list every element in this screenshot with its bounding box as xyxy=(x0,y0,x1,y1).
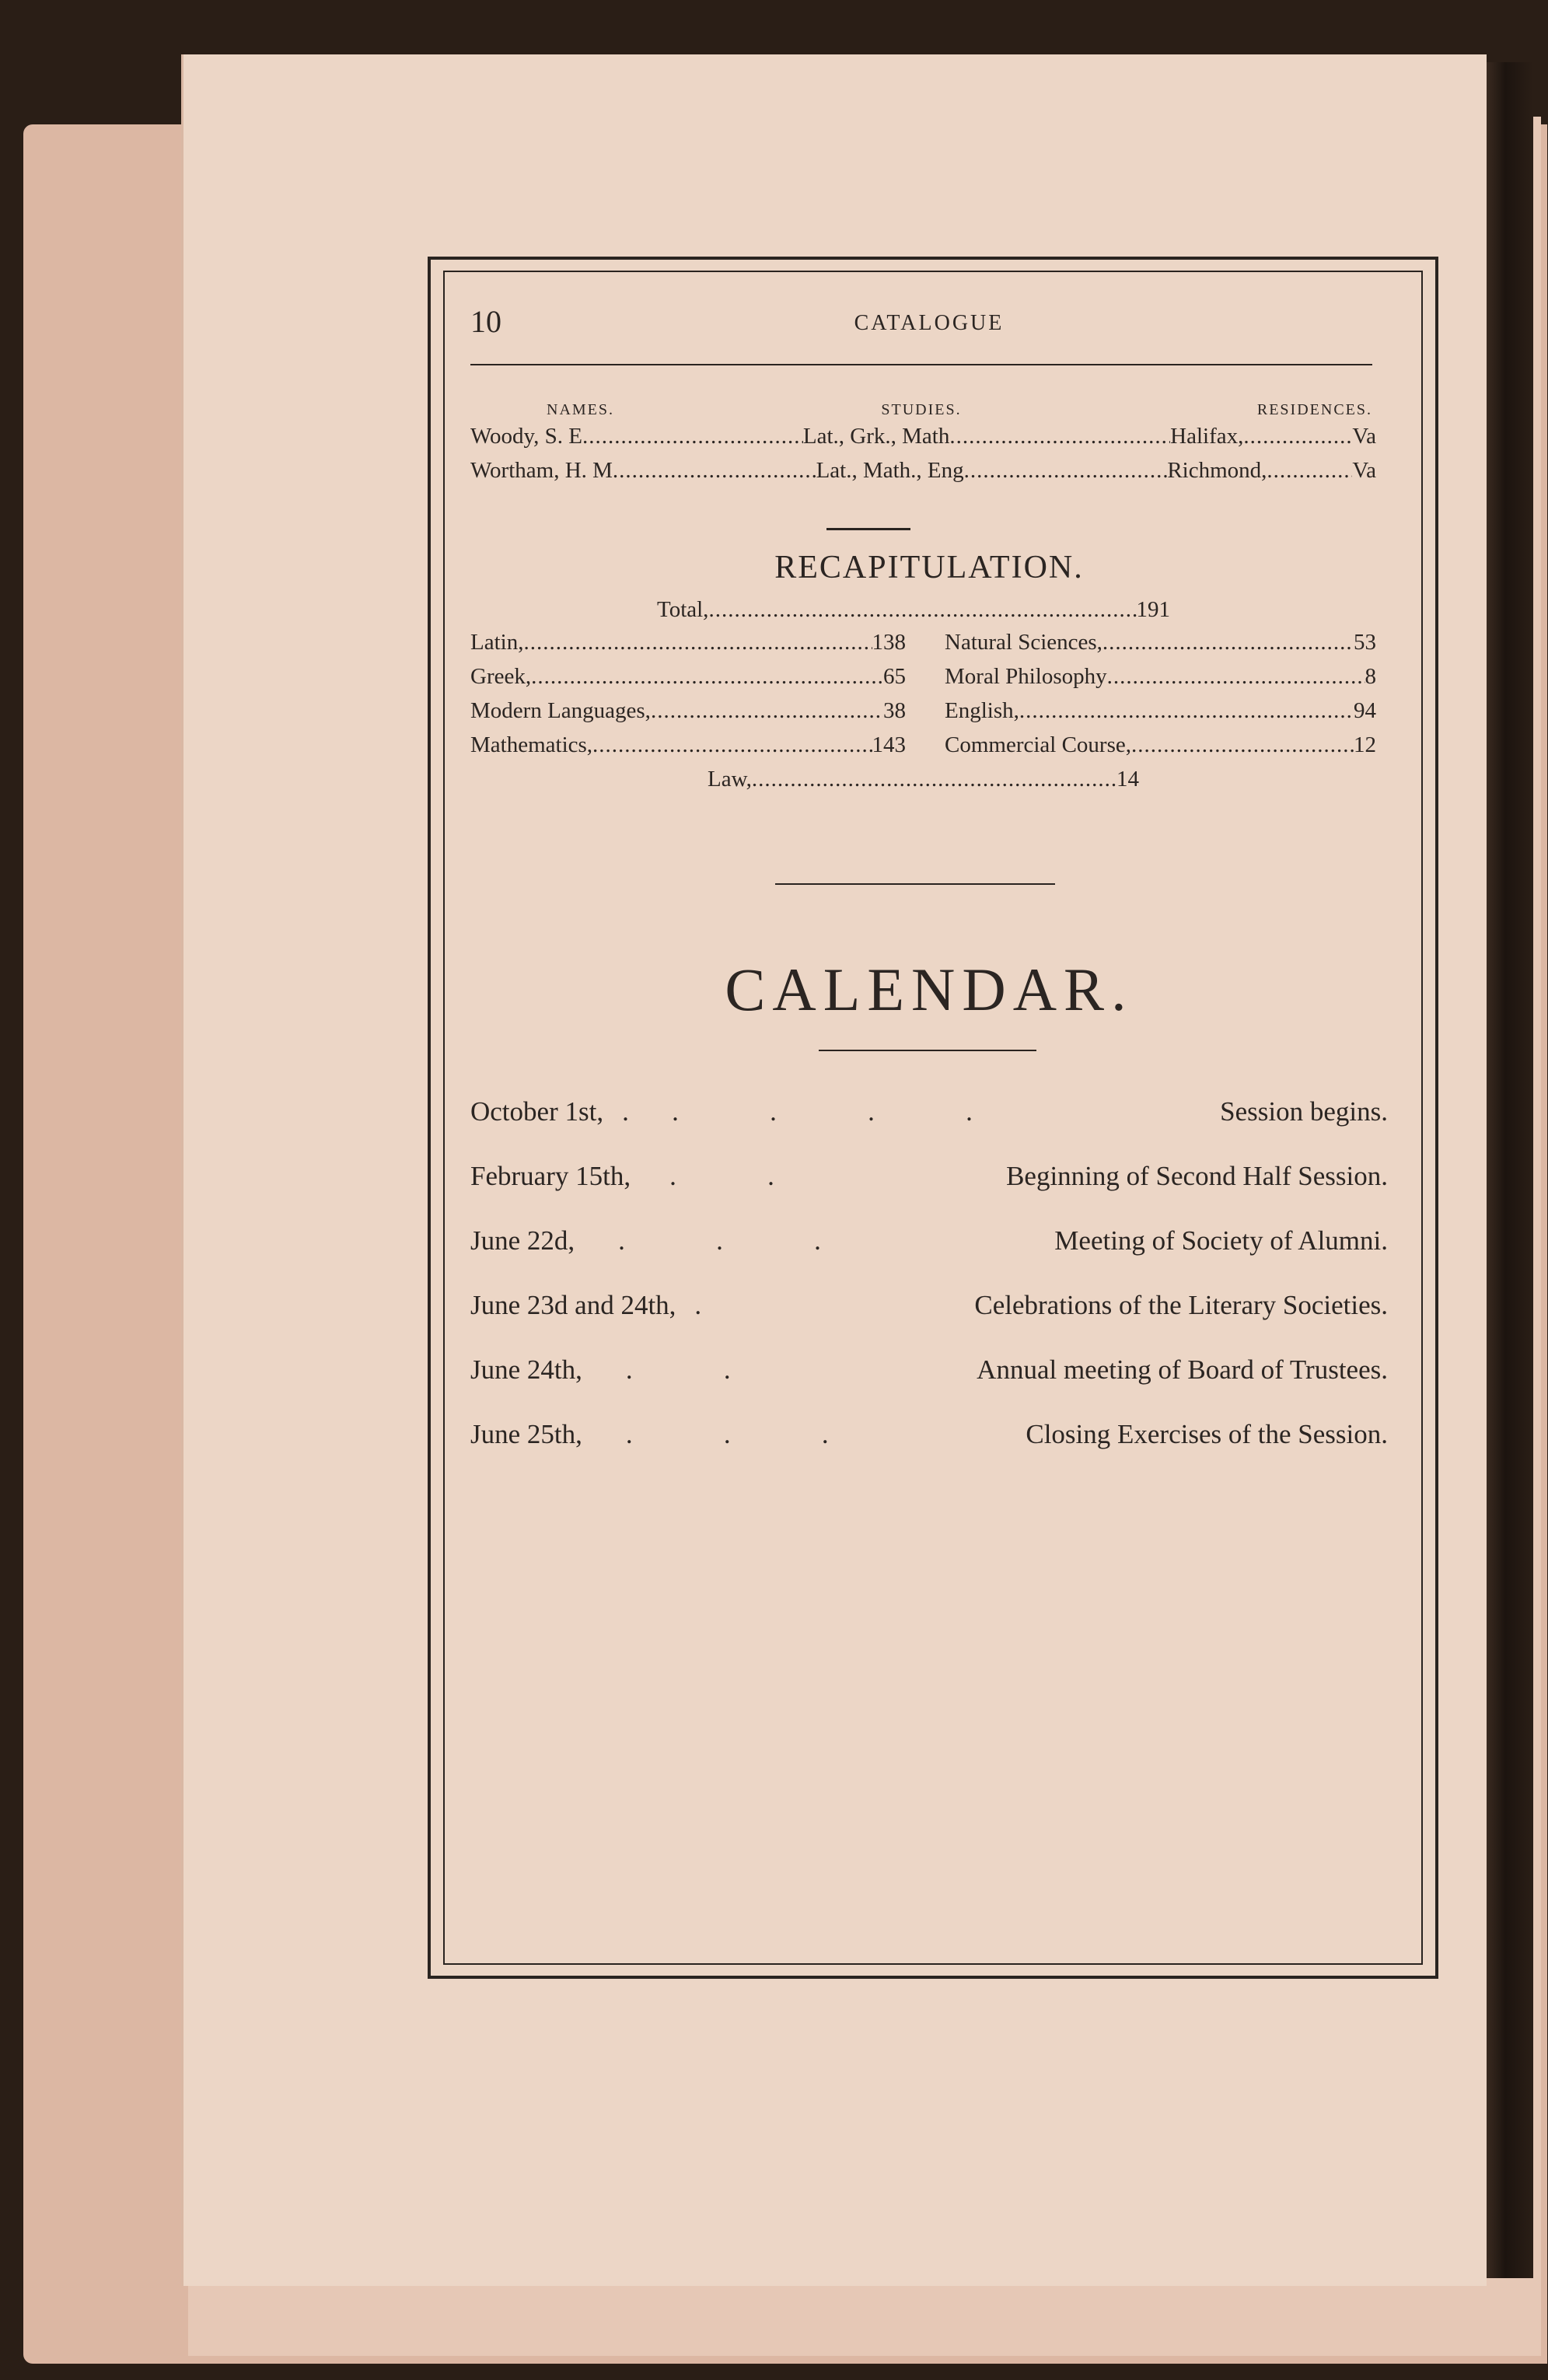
calendar-dots: . . . xyxy=(625,1419,829,1449)
column-header-names: NAMES. xyxy=(547,401,615,418)
student-row xyxy=(470,424,1376,453)
leader-dots xyxy=(531,664,883,690)
recap-value: 53 xyxy=(1354,630,1376,655)
leader-dots xyxy=(1107,664,1365,690)
student-studies: Lat., Grk., Math xyxy=(802,424,950,449)
running-title: CATALOGUE xyxy=(854,311,1005,335)
recap-label: Latin, xyxy=(470,630,524,655)
recap-total-row xyxy=(657,597,1170,630)
calendar-row xyxy=(470,1161,1388,1225)
recap-value: 138 xyxy=(872,630,906,655)
recap-value: 94 xyxy=(1354,698,1376,723)
calendar-event: Annual meeting of Board of Trustees. xyxy=(977,1354,1388,1385)
student-residence: Halifax, xyxy=(1170,424,1244,449)
recap-label: Greek, xyxy=(470,664,532,689)
leader-dots xyxy=(1019,698,1354,724)
student-name: Woody, S. E xyxy=(470,424,583,449)
calendar-row xyxy=(470,1290,1388,1354)
calendar-row xyxy=(470,1096,1388,1161)
recap-item xyxy=(470,698,906,732)
running-header xyxy=(470,303,1388,347)
calendar-date: June 22d, xyxy=(470,1225,575,1256)
calendar-date: June 25th, xyxy=(470,1419,582,1449)
recap-label: Modern Languages, xyxy=(470,698,651,723)
recap-law-value: 14 xyxy=(1116,767,1139,792)
student-state: Va xyxy=(1352,458,1377,483)
leader-dots xyxy=(1102,630,1354,655)
calendar-event: Session begins. xyxy=(1220,1096,1388,1127)
column-header-studies: STUDIES. xyxy=(881,401,962,418)
page-number: 10 xyxy=(470,304,501,339)
recap-grid xyxy=(470,630,1388,767)
recap-value: 12 xyxy=(1354,732,1376,757)
calendar-row xyxy=(470,1225,1388,1290)
section-divider xyxy=(826,528,910,530)
recap-label: English, xyxy=(945,698,1019,723)
calendar-row xyxy=(470,1419,1388,1484)
calendar-dots: . . . . . xyxy=(622,1096,973,1127)
leader-dots xyxy=(752,767,1116,792)
recap-item xyxy=(945,732,1376,767)
recap-label: Mathematics, xyxy=(470,732,593,757)
leader-dots xyxy=(651,698,883,724)
recap-item xyxy=(945,630,1376,664)
recap-label: Moral Philosophy xyxy=(945,664,1107,689)
recap-total-value: 191 xyxy=(1136,597,1170,622)
recap-item xyxy=(470,732,906,767)
column-header-residences: RESIDENCES. xyxy=(1256,401,1372,418)
student-column-headers xyxy=(470,401,1388,419)
student-residence: Richmond, xyxy=(1167,458,1267,483)
student-studies: Lat., Math., Eng xyxy=(816,458,964,483)
recap-label: Natural Sciences, xyxy=(945,630,1102,655)
leader-dots xyxy=(1243,424,1352,449)
recap-total-label: Total, xyxy=(657,597,709,622)
recap-label: Commercial Course, xyxy=(945,732,1132,757)
section-divider xyxy=(775,883,1055,885)
leader-dots xyxy=(592,732,872,758)
calendar-date: October 1st, xyxy=(470,1096,604,1127)
recap-left-column xyxy=(470,630,906,767)
recap-value: 65 xyxy=(883,664,906,689)
leader-dots xyxy=(613,458,816,484)
calendar-event: Meeting of Society of Alumni. xyxy=(1054,1225,1388,1256)
recap-item xyxy=(945,664,1376,698)
binding-shadow xyxy=(1487,62,1533,2278)
student-name: Wortham, H. M xyxy=(470,458,613,483)
recap-law-label: Law, xyxy=(708,767,752,792)
calendar-dots: . . . xyxy=(618,1225,821,1256)
recap-value: 143 xyxy=(872,732,906,757)
calendar-event: Closing Exercises of the Session. xyxy=(1026,1419,1388,1449)
calendar-list xyxy=(470,1096,1388,1484)
calendar-title: CALENDAR. xyxy=(725,956,1134,1023)
leader-dots xyxy=(523,630,872,655)
page-content xyxy=(470,303,1388,1484)
recapitulation-title: RECAPITULATION. xyxy=(774,550,1084,585)
recap-value: 38 xyxy=(883,698,906,723)
leader-dots xyxy=(949,424,1170,449)
leader-dots xyxy=(1267,458,1352,484)
calendar-event: Beginning of Second Half Session. xyxy=(1006,1161,1388,1191)
recap-law-row xyxy=(708,767,1139,799)
recap-value: 8 xyxy=(1365,664,1376,689)
student-state: Va xyxy=(1352,424,1376,449)
student-row xyxy=(470,458,1376,488)
calendar-event: Celebrations of the Literary Societies. xyxy=(974,1290,1388,1320)
leader-dots xyxy=(582,424,803,449)
recap-item xyxy=(470,630,906,664)
leader-dots xyxy=(1131,732,1354,758)
calendar-row xyxy=(470,1354,1388,1419)
calendar-date: February 15th, xyxy=(470,1161,631,1191)
leader-dots xyxy=(964,458,1168,484)
recap-item xyxy=(470,664,906,698)
calendar-dots: . xyxy=(694,1290,702,1320)
recap-item xyxy=(945,698,1376,732)
calendar-date: June 24th, xyxy=(470,1354,582,1385)
calendar-dots: . . xyxy=(669,1161,774,1191)
calendar-date: June 23d and 24th, xyxy=(470,1290,676,1320)
section-divider xyxy=(819,1050,1036,1051)
calendar-dots: . . xyxy=(625,1354,731,1385)
recap-right-column xyxy=(945,630,1376,767)
header-rule xyxy=(470,364,1372,365)
leader-dots xyxy=(708,597,1136,623)
